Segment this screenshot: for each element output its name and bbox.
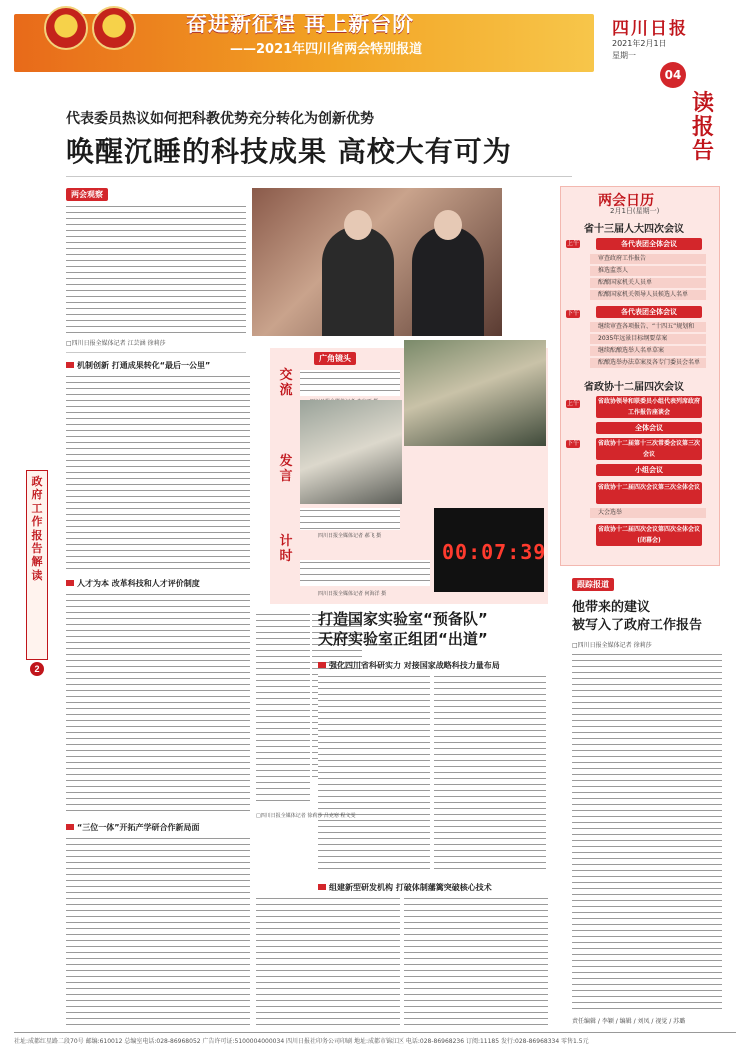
- caption-timer: [300, 560, 430, 586]
- story2-body-1: [318, 674, 430, 874]
- calendar-cppcc-heading: 省政协十二届四次会议: [584, 382, 684, 393]
- calendar-session-pill: 各代表团全体会议: [596, 238, 702, 250]
- lead-body-continued: [256, 612, 310, 802]
- national-emblem-icon: [44, 6, 88, 50]
- calendar-item: 大会选举: [590, 508, 706, 518]
- issue-weekday: 星期一: [612, 51, 636, 60]
- calendar-item: 审查政府工作报告: [590, 254, 706, 264]
- divider: [66, 352, 246, 353]
- calendar-am-label: 上午: [566, 241, 579, 247]
- lead-subhead-3: “三位一体”开拓产学研合作新局面: [66, 822, 200, 833]
- calendar-item: 酝酿国家机关人员单: [590, 278, 706, 288]
- editor-credits: 责任编辑 / 李颖 / 编辑 / 刘凤 / 视觉 / 苏璐: [572, 1018, 686, 1025]
- divider: [66, 176, 572, 177]
- calendar-date: 2月1日(星期一): [610, 207, 660, 215]
- lead-subhead-1: 机制创新 打通成果转化“最后一公里”: [66, 360, 210, 371]
- lead-body-3: [66, 836, 250, 1026]
- footer-imprint: 社址:成都红星路二段70号 邮编:610012 总编室电话:028-86968052 广告许可证:5100004000034 四川日报社印务公司印刷 地址:成都市锦江区 电话:028-86968236 订阅:11185 发行:028-86968334 零售1.5元: [14, 1032, 736, 1045]
- calendar-npc-heading: 省十三届人大四次会议: [584, 224, 684, 235]
- lead-body-1: [66, 374, 250, 570]
- caption-speech: [300, 508, 400, 530]
- right-story-body: [572, 652, 722, 1010]
- calendar-pm-label: 下午: [566, 441, 579, 447]
- story2-subhead-1: 强化四川省科研实力 对接国家战略科技力量布局: [318, 660, 500, 671]
- calendar-session-pill: 各代表团全体会议: [596, 306, 702, 318]
- delegates-photo: [252, 188, 502, 336]
- lead-subhead-2: 人才为本 改革科技和人才评价制度: [66, 578, 200, 589]
- story2-credit: □四川日报全媒体记者 徐莉莎 吕克寒 程文雯: [256, 813, 356, 819]
- photo-feature-tag: 广角镜头: [314, 352, 356, 365]
- calendar-item: 继续审查各项报告、“十四五”规划和: [590, 322, 706, 332]
- cppcc-emblem-icon: [92, 6, 136, 50]
- story2-body-4: [404, 896, 548, 1026]
- page-number-badge: 04: [660, 62, 686, 88]
- right-story-headline-2: 被写入了政府工作报告: [572, 618, 703, 633]
- calendar-item: 酝酿选举办法草案及各专门委员会名单: [590, 358, 706, 368]
- side-column-number: 2: [30, 662, 44, 676]
- lead-credit: □四川日报全媒体记者 江芸涵 徐莉莎: [66, 340, 166, 347]
- meeting-photo: [404, 340, 546, 446]
- photo-label-exchange: 交流: [279, 368, 293, 398]
- right-story-tag: 跟踪报道: [572, 578, 614, 591]
- right-story-credit: □四川日报全媒体记者 徐莉莎: [572, 642, 652, 649]
- calendar-item: 2035年远景目标纲要草案: [590, 334, 706, 344]
- lead-headline: 唤醒沉睡的科技成果 高校大有可为: [66, 135, 512, 168]
- calendar-pm-label: 下午: [566, 311, 579, 317]
- story2-headline-2: 天府实验室正组团“出道”: [318, 630, 488, 648]
- calendar-item: 继续酝酿选举人名单草案: [590, 346, 706, 356]
- masthead-slogan: 奋进新征程 再上新台阶: [186, 12, 415, 36]
- calendar-session-pill: 省政协十二届第十三次常委会议第三次会议: [597, 440, 700, 458]
- lead-tag: 两会观察: [66, 188, 108, 201]
- newspaper-name: 四川日报: [612, 19, 688, 39]
- calendar-session-pill: 小组会议: [596, 464, 702, 476]
- calendar-session-pill: 省政协领导和联委员小组代表列席政府工作报告座谈会: [597, 398, 700, 416]
- calendar-session-pill: 全体会议: [596, 422, 702, 434]
- caption-exchange: [300, 370, 400, 396]
- calendar-item: 推选监票人: [590, 266, 706, 276]
- timer-display: 00:07:39: [442, 540, 547, 564]
- photo-credit-3: 四川日报全媒体记者 何海洋 摄: [318, 591, 387, 597]
- issue-date: 2021年2月1日: [612, 39, 667, 48]
- story2-body-2: [434, 674, 546, 874]
- photo-label-timer: 计时: [279, 534, 293, 564]
- photo-label-speech: 发言: [279, 454, 293, 484]
- section-title: 读报告: [691, 91, 714, 164]
- lead-body-2: [66, 592, 250, 812]
- speaker-photo: [300, 400, 402, 504]
- lead-intro-text: [66, 204, 246, 334]
- story2-body-3: [256, 896, 400, 1026]
- calendar-title: 两会日历: [598, 193, 654, 209]
- side-column-label: 政府工作报告解读: [26, 470, 48, 660]
- calendar-am-label: 上午: [566, 401, 579, 407]
- lead-kicker: 代表委员热议如何把科教优势充分转化为创新优势: [66, 111, 374, 127]
- story2-headline-1: 打造国家实验室“预备队”: [318, 610, 488, 628]
- calendar-session-pill: 省政协十二届四次会议第四次全体会议(闭幕会): [597, 526, 700, 544]
- photo-credit-2: 四川日报全媒体记者 郝飞 摄: [318, 533, 382, 539]
- calendar-item: 酝酿国家机关领导人员候选人名单: [590, 290, 706, 300]
- right-story-headline-1: 他带来的建议: [572, 600, 651, 615]
- calendar-session-pill: 省政协十二届四次会议第三次全体会议: [596, 482, 702, 504]
- masthead-subslogan: ——2021年四川省两会特别报道: [230, 42, 423, 57]
- story2-subhead-2: 组建新型研发机构 打破体制藩篱突破核心技术: [318, 882, 492, 893]
